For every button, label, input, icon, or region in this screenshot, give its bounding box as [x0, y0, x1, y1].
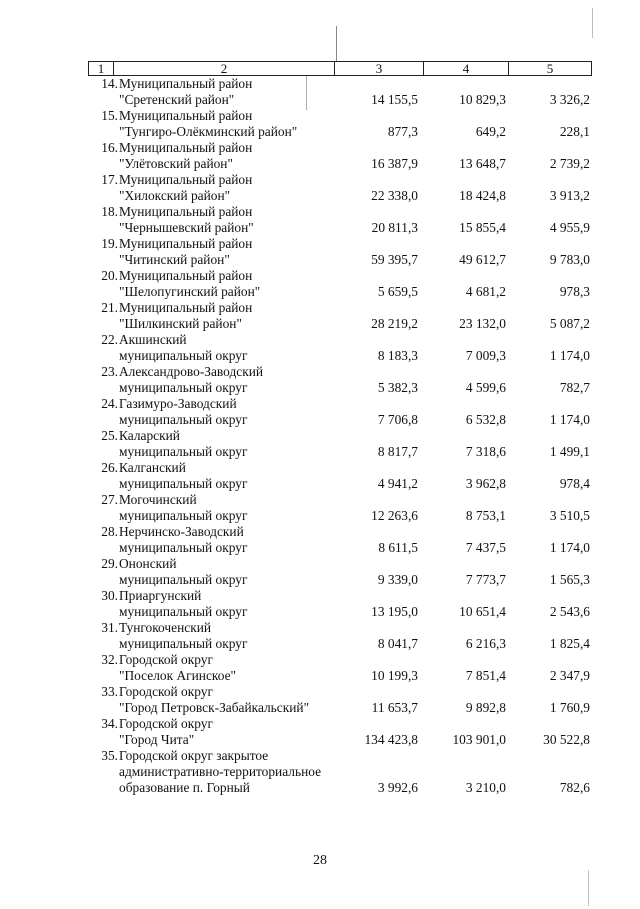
value-col-5: 3 510,5 [549, 508, 590, 523]
row-name-line: Муниципальный район [119, 204, 253, 219]
value-col-5: 1 499,1 [549, 444, 590, 459]
row-number: 15. [101, 108, 118, 123]
table-row [88, 140, 592, 172]
row-name-line: Муниципальный район [119, 300, 253, 315]
table-row [88, 76, 592, 108]
row-name-line: Каларский [119, 428, 180, 443]
page-number: 28 [313, 853, 327, 868]
table-row [88, 364, 592, 396]
value-col-4: 4 681,2 [465, 284, 506, 299]
table-body [88, 76, 592, 796]
value-col-4: 3 962,8 [465, 476, 506, 491]
table-row [88, 748, 592, 796]
value-col-5: 782,6 [559, 780, 590, 795]
row-name-line: "Чернышевский район" [119, 220, 254, 235]
row-name-line: Акшинский [119, 332, 187, 347]
value-col-3: 3 992,6 [377, 780, 418, 795]
value-col-5: 1 565,3 [549, 572, 590, 587]
value-col-5: 3 326,2 [549, 92, 590, 107]
row-name [119, 332, 359, 364]
row-name [119, 108, 359, 140]
table-row [88, 428, 592, 460]
row-name [119, 268, 359, 300]
value-col-3: 4 941,2 [377, 476, 418, 491]
row-name-line: муниципальный округ [119, 508, 248, 523]
row-name-line: муниципальный округ [119, 572, 248, 587]
table-row [88, 620, 592, 652]
value-col-4: 7 318,6 [465, 444, 506, 459]
table-row [88, 524, 592, 556]
row-name-line: Могочинский [119, 492, 197, 507]
value-col-4: 9 892,8 [465, 700, 506, 715]
row-name-line: муниципальный округ [119, 636, 248, 651]
value-col-5: 1 174,0 [549, 348, 590, 363]
row-name-line: "Сретенский район" [119, 92, 235, 107]
row-name-line: Муниципальный район [119, 140, 253, 155]
row-name-line: "Читинский район" [119, 252, 230, 267]
value-col-4: 49 612,7 [459, 252, 506, 267]
row-name [119, 236, 359, 268]
row-name [119, 396, 359, 428]
row-name [119, 556, 359, 588]
value-col-3: 59 395,7 [371, 252, 418, 267]
row-name-line: Муниципальный район [119, 108, 253, 123]
table-row [88, 716, 592, 748]
row-number: 29. [101, 556, 118, 571]
row-name [119, 588, 359, 620]
row-name-line: Тунгокоченский [119, 620, 212, 635]
header-col-4: 4 [462, 61, 470, 76]
table-row [88, 268, 592, 300]
value-col-3: 8 817,7 [377, 444, 418, 459]
header-col-1: 1 [97, 61, 105, 76]
value-col-5: 978,3 [559, 284, 590, 299]
row-number: 21. [101, 300, 118, 315]
value-col-4: 3 210,0 [465, 780, 506, 795]
row-number: 34. [101, 716, 118, 731]
row-number: 18. [101, 204, 118, 219]
row-name-line: муниципальный округ [119, 348, 248, 363]
row-name-line: Муниципальный район [119, 172, 253, 187]
table-row [88, 652, 592, 684]
row-name-line: Муниципальный район [119, 236, 253, 251]
value-col-4: 8 753,1 [465, 508, 506, 523]
row-name [119, 460, 359, 492]
row-name [119, 684, 359, 716]
row-name-line: муниципальный округ [119, 380, 248, 395]
row-name [119, 300, 359, 332]
value-col-3: 11 653,7 [371, 700, 418, 715]
value-col-4: 4 599,6 [465, 380, 506, 395]
row-name-line: Калганский [119, 460, 186, 475]
header-col-5: 5 [546, 61, 554, 76]
table-row [88, 204, 592, 236]
value-col-4: 10 829,3 [459, 92, 506, 107]
table-row [88, 332, 592, 364]
row-number: 16. [101, 140, 118, 155]
row-name-line: Нерчинско-Заводский [119, 524, 244, 539]
row-name-line: "Тунгиро-Олёкминский район" [119, 124, 298, 139]
value-col-5: 1 174,0 [549, 412, 590, 427]
value-col-5: 30 522,8 [543, 732, 590, 747]
row-name-line: муниципальный округ [119, 604, 248, 619]
row-name-line: муниципальный округ [119, 412, 248, 427]
row-name [119, 204, 359, 236]
value-col-5: 782,7 [559, 380, 590, 395]
value-col-4: 649,2 [475, 124, 506, 139]
value-col-5: 9 783,0 [549, 252, 590, 267]
row-name-line: муниципальный округ [119, 540, 248, 555]
row-number: 22. [101, 332, 118, 347]
value-col-3: 7 706,8 [377, 412, 418, 427]
row-name-line: "Шелопугинский район" [119, 284, 261, 299]
value-col-4: 7 009,3 [465, 348, 506, 363]
row-number: 25. [101, 428, 118, 443]
value-col-3: 8 611,5 [378, 540, 418, 555]
row-name [119, 172, 359, 204]
row-name-line: Ононский [119, 556, 177, 571]
row-number: 20. [101, 268, 118, 283]
row-number: 27. [101, 492, 118, 507]
row-name-line: Приаргунский [119, 588, 202, 603]
row-name [119, 716, 359, 748]
row-number: 24. [101, 396, 118, 411]
value-col-5: 978,4 [559, 476, 590, 491]
value-col-5: 4 955,9 [549, 220, 590, 235]
header-col-2: 2 [220, 61, 228, 76]
row-number: 30. [101, 588, 118, 603]
row-name [119, 492, 359, 524]
value-col-4: 7 773,7 [465, 572, 506, 587]
row-name-line: Городской округ закрытое [119, 748, 269, 763]
value-col-5: 2 543,6 [549, 604, 590, 619]
row-name [119, 620, 359, 652]
row-name-line: муниципальный округ [119, 476, 248, 491]
scan-artifact-line [336, 26, 337, 62]
value-col-4: 7 851,4 [465, 668, 506, 683]
value-col-3: 22 338,0 [371, 188, 418, 203]
row-number: 33. [101, 684, 118, 699]
row-number: 28. [101, 524, 118, 539]
row-number: 35. [101, 748, 118, 763]
table-row [88, 396, 592, 428]
row-name-line: "Улётовский район" [119, 156, 233, 171]
value-col-3: 134 423,8 [364, 732, 418, 747]
value-col-3: 10 199,3 [371, 668, 418, 683]
row-name-line: Городской округ [119, 684, 213, 699]
value-col-4: 23 132,0 [459, 316, 506, 331]
value-col-4: 18 424,8 [459, 188, 506, 203]
value-col-5: 1 760,9 [549, 700, 590, 715]
value-col-5: 5 087,2 [549, 316, 590, 331]
row-name [119, 652, 359, 684]
row-name [119, 76, 359, 108]
row-name [119, 524, 359, 556]
row-name-line: "Город Петровск-Забайкальский" [119, 700, 310, 715]
value-col-3: 28 219,2 [371, 316, 418, 331]
table-row [88, 588, 592, 620]
row-name [119, 364, 359, 396]
value-col-3: 8 041,7 [377, 636, 418, 651]
value-col-3: 5 382,3 [377, 380, 418, 395]
row-name-line: Александрово-Заводский [119, 364, 264, 379]
value-col-3: 20 811,3 [371, 220, 418, 235]
row-number: 32. [101, 652, 118, 667]
row-name [119, 428, 359, 460]
value-col-3: 8 183,3 [377, 348, 418, 363]
value-col-5: 2 739,2 [549, 156, 590, 171]
value-col-5: 1 174,0 [549, 540, 590, 555]
value-col-3: 13 195,0 [371, 604, 418, 619]
value-col-4: 7 437,5 [465, 540, 506, 555]
row-name-line: Муниципальный район [119, 76, 253, 91]
row-number: 14. [101, 76, 118, 91]
table-row [88, 236, 592, 268]
row-name [119, 748, 359, 796]
value-col-5: 2 347,9 [549, 668, 590, 683]
value-col-4: 10 651,4 [459, 604, 506, 619]
row-name-line: образование п. Горный [119, 780, 250, 795]
value-col-4: 13 648,7 [459, 156, 506, 171]
row-number: 19. [101, 236, 118, 251]
value-col-4: 15 855,4 [459, 220, 506, 235]
table-row [88, 460, 592, 492]
table-row [88, 300, 592, 332]
row-name-line: административно-территориальное [119, 764, 322, 779]
table-row [88, 684, 592, 716]
row-name-line: муниципальный округ [119, 444, 248, 459]
value-col-3: 12 263,6 [371, 508, 418, 523]
value-col-3: 9 339,0 [377, 572, 418, 587]
table-row [88, 556, 592, 588]
header-col-3: 3 [375, 61, 383, 76]
value-col-3: 16 387,9 [371, 156, 418, 171]
row-number: 26. [101, 460, 118, 475]
row-name-line: Городской округ [119, 716, 213, 731]
row-name-line: Газимуро-Заводский [119, 396, 237, 411]
row-name-line: "Город Чита" [119, 732, 195, 747]
value-col-3: 5 659,5 [377, 284, 418, 299]
row-name-line: Городской округ [119, 652, 213, 667]
row-number: 31. [101, 620, 118, 635]
row-name-line: "Хилокский район" [119, 188, 231, 203]
value-col-5: 1 825,4 [549, 636, 590, 651]
value-col-4: 6 532,8 [465, 412, 506, 427]
row-name-line: Муниципальный район [119, 268, 253, 283]
table-row [88, 492, 592, 524]
row-number: 23. [101, 364, 118, 379]
row-name [119, 140, 359, 172]
value-col-3: 877,3 [387, 124, 418, 139]
row-number: 17. [101, 172, 118, 187]
value-col-3: 14 155,5 [371, 92, 418, 107]
table-header [88, 61, 592, 76]
value-col-4: 103 901,0 [452, 732, 506, 747]
value-col-5: 228,1 [559, 124, 590, 139]
value-col-5: 3 913,2 [549, 188, 590, 203]
scan-artifact-line [588, 870, 589, 906]
table-row [88, 172, 592, 204]
table-row [88, 108, 592, 140]
value-col-4: 6 216,3 [465, 636, 506, 651]
row-name-line: "Шилкинский район" [119, 316, 242, 331]
scan-artifact-line [592, 8, 593, 38]
row-name-line: "Поселок Агинское" [119, 668, 236, 683]
